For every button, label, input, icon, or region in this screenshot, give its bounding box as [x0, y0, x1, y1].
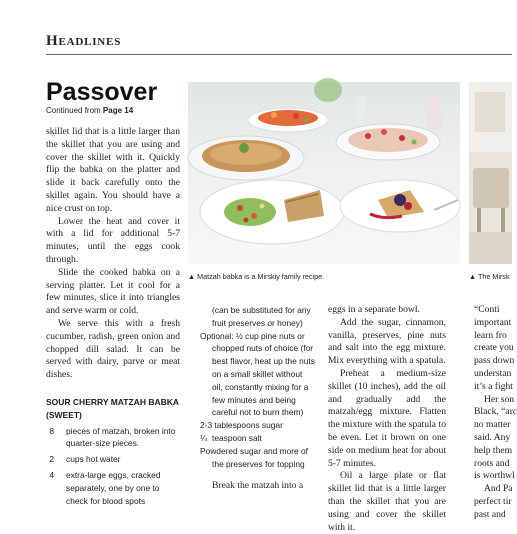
col4-line: said. Any: [474, 431, 511, 443]
photo-caption-right: [469, 272, 512, 281]
col2-salt-qty: ¼: [200, 432, 207, 443]
ingredient-qty: 4: [49, 469, 54, 480]
col2-salt: [200, 432, 315, 445]
col3-paragraph-3: Oil a large plate or flat skillet lid that is a little larger than the skillet that you are using and cover the skillet with it.: [328, 470, 446, 533]
col3-paragraph-0: eggs in a separate bowl.: [328, 304, 420, 315]
col3-paragraph-1: Add the sugar, cinnamon, vanilla, preserves, pine nuts and salt into the egg mixture. Mix everything with a spatula.: [328, 316, 446, 367]
photo-matzah-babka: [188, 82, 460, 264]
col4-line: past and: [474, 508, 506, 520]
ingredient-text: extra-large eggs, cracked separately, one by one to check for blood spots: [66, 469, 161, 506]
column-1: [46, 126, 180, 507]
col4-line: no matter: [474, 419, 511, 431]
col1-paragraph-2: Lower the heat and cover it with a lid for additional 5-7 minutes, until the eggs cook through.: [46, 215, 180, 265]
col4-line: pass down: [474, 355, 515, 367]
col4-line: “Conti: [474, 304, 500, 315]
col4-line: And Pa: [484, 483, 513, 495]
caption-text: The Mirsk: [478, 272, 510, 281]
col2-salt-text: teaspoon salt: [212, 432, 262, 443]
caption-text: Matzah babka is a Mirskiy family recipe.: [197, 272, 325, 281]
col4-line: perfect tir: [474, 495, 512, 507]
ingredient-qty: 8: [49, 425, 54, 436]
ingredient-list: [46, 425, 180, 508]
continued-prefix: Continued from: [46, 106, 103, 115]
col4-line: understan: [474, 367, 512, 379]
column-4: [474, 304, 517, 522]
article-title: Passover: [46, 78, 158, 106]
continued-from: [46, 106, 133, 115]
col4-line: it’s a fight: [474, 380, 513, 392]
col1-paragraph-1: skillet lid that is a little larger than the skillet that you are using and cover the skillet with it. Quickly flip the babka on the platter and slide it back carefully onto the skillet again. You should have a nice crust on top.: [46, 126, 180, 214]
triangle-up-icon: ▲: [188, 272, 196, 281]
col2-sugar: 2-3 tablespoons sugar: [200, 420, 283, 431]
col4-line: Black, “arc: [474, 406, 517, 418]
col1-paragraph-4: We serve this with a fresh cucumber, radish, green onion and chopped dill salad. It can be served with dairy, parve or meat dishes.: [46, 317, 180, 381]
photo-right-cropped: [469, 82, 512, 264]
ingredient-text: cups hot water: [66, 454, 121, 465]
triangle-up-icon: ▲: [469, 272, 477, 281]
ingredient-qty: 2: [49, 454, 54, 465]
continued-page-link[interactable]: Page 14: [102, 106, 134, 115]
header-rule: [46, 54, 512, 55]
col2-paragraph-1: Break the matzah into a: [212, 480, 304, 492]
col2-line-1: (can be substituted for any fruit preserves or honey): [212, 305, 311, 328]
ingredient-text: pieces of matzah, broken into quarter-size pieces.: [66, 425, 176, 449]
col2-topping: Powdered sugar and more of the preserves for topping: [200, 445, 309, 469]
ingredient-item: [46, 425, 180, 451]
photo-matzah-babka-illustration: [188, 82, 460, 264]
col4-line: create you: [474, 342, 514, 354]
col4-line: help them: [474, 444, 513, 456]
col4-line: Her son: [484, 393, 515, 405]
col4-line: important: [474, 316, 512, 328]
col2-optional: Optional: ½ cup pine nuts or chopped nuts of choice (for best flavor, heat up the nuts on a small skillet without oil, constantly mixing for a few minutes and being careful not to burn them): [200, 330, 315, 418]
col4-line: is worthwl: [474, 470, 515, 482]
ingredient-item: [46, 453, 180, 466]
section-header: Headlines: [46, 33, 122, 49]
col1-paragraph-3: Slide the cooked babka on a serving platter. Let it cool for a few minutes, slice it into triangles and serve warm or cold.: [46, 266, 180, 317]
col3-paragraph-2: Preheat a medium-size skillet (10 inches), add the oil and gradually add the matzah/egg mixture. Flatten the mixture with the spatula to be even. Let it brown on one side on medium heat for about 5-7 minutes.: [328, 367, 446, 469]
ingredient-item: [46, 469, 180, 507]
photo-caption-main: [188, 272, 324, 281]
photo-right-illustration: [469, 82, 512, 264]
column-3: [328, 304, 446, 534]
column-2: [200, 304, 315, 493]
col4-line: learn fro: [474, 329, 507, 341]
col4-line: roots and: [474, 457, 510, 469]
recipe-title: SOUR CHERRY MATZAH BABKA (SWEET): [46, 396, 179, 420]
